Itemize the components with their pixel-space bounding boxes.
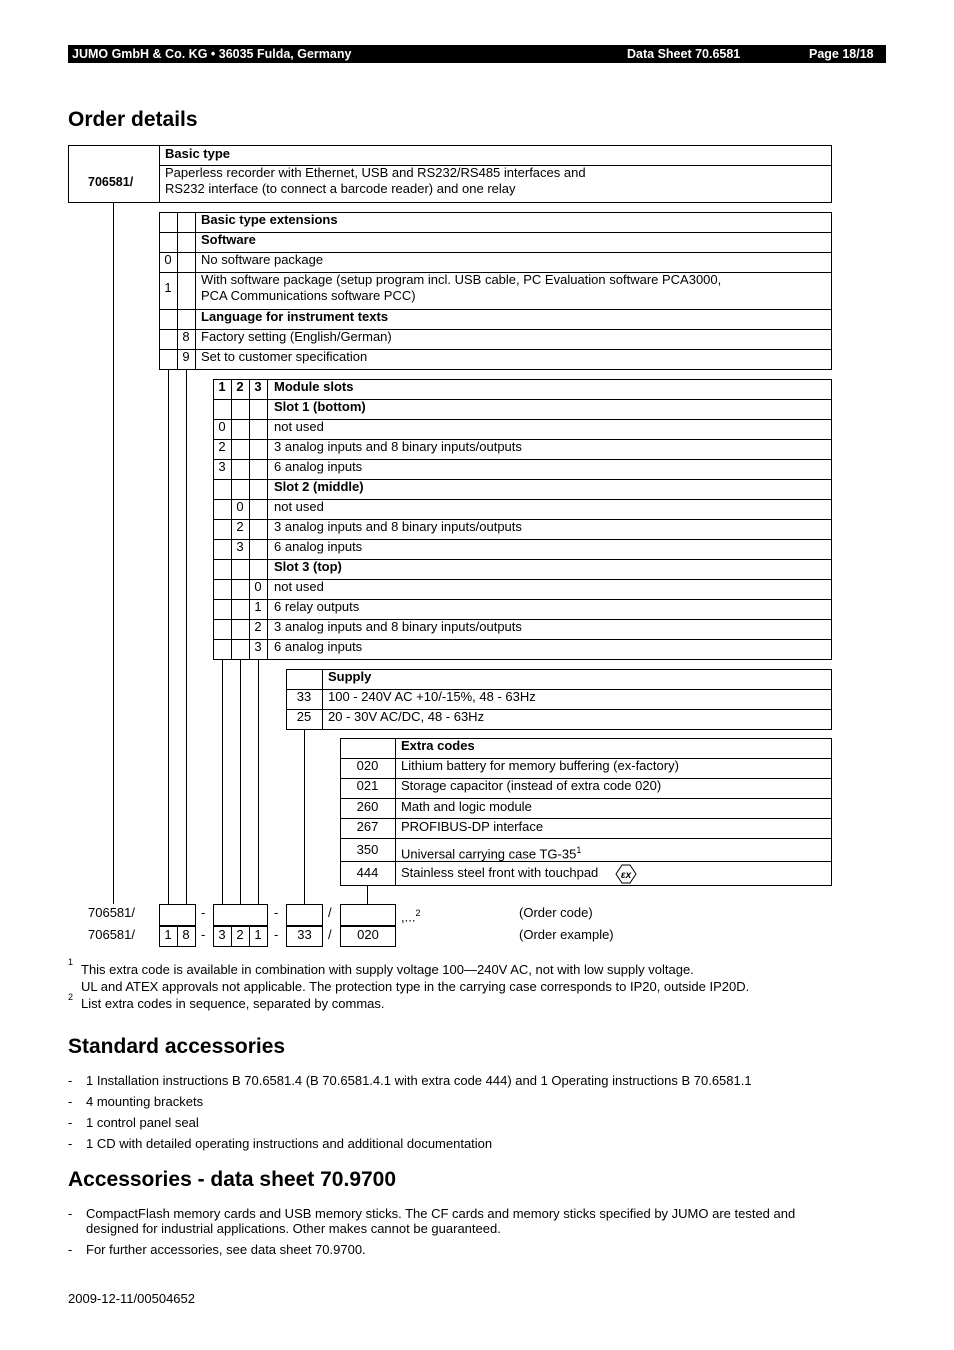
slot3-text-0: not used: [274, 579, 324, 594]
order-code-dash-1: -: [201, 905, 206, 920]
order-example-c: 33: [297, 927, 312, 942]
extra-code-260: 260: [356, 799, 379, 814]
order-code-ellipsis-sup: 2: [415, 908, 421, 918]
basic-type-desc-1: Paperless recorder with Ethernet, USB and RS232/RS485 interfaces and: [165, 165, 586, 180]
accessory-text-line-1: For further accessories, see data sheet 70.9700.: [86, 1242, 366, 1257]
extra-text-020: Lithium battery for memory buffering (ex-factory): [401, 758, 679, 773]
software-text-1b: PCA Communications software PCC): [201, 288, 416, 303]
slot1-text-0: not used: [274, 419, 324, 434]
software-code-1: 1: [164, 280, 172, 295]
order-code-dash-2: -: [274, 905, 279, 920]
slot3-label: Slot 3 (top): [274, 559, 342, 574]
supply-code-33: 33: [296, 689, 312, 704]
order-example-b3: 1: [254, 927, 262, 942]
slot2-code-3: 3: [236, 539, 244, 554]
basic-type-desc-2: RS232 interface (to connect a barcode reader) and one relay: [165, 181, 516, 196]
software-text-0: No software package: [201, 252, 324, 267]
supply-text-33: 100 - 240V AC +10/-15%, 48 - 63Hz: [328, 689, 536, 704]
accessory-text-line-2: designed for industrial applications. Other makes cannot be guaranteed.: [86, 1221, 501, 1236]
module-col-2: 2: [236, 379, 244, 394]
slot2-code-0: 0: [236, 499, 244, 514]
slot2-label: Slot 2 (middle): [274, 479, 364, 494]
order-code-box-modules: [213, 904, 268, 926]
standard-accessory-text: 4 mounting brackets: [86, 1094, 204, 1109]
module-col-1: 1: [218, 379, 226, 394]
order-example-prefix: 706581/: [88, 927, 135, 942]
order-example-d: 020: [357, 927, 379, 942]
extra-text-444: Stainless steel front with touchpad: [401, 865, 599, 880]
language-label: Language for instrument texts: [201, 309, 389, 324]
order-code-label: (Order code): [519, 905, 593, 920]
slot1-text-2: 3 analog inputs and 8 binary inputs/outputs: [274, 439, 522, 454]
standard-accessories-title: Standard accessories: [68, 1035, 286, 1058]
order-code-slash: /: [328, 905, 332, 920]
order-code-box-extra: [340, 904, 396, 926]
extra-code-267: 267: [356, 819, 379, 834]
extra-text-260: Math and logic module: [401, 799, 532, 814]
slot3-code-0: 0: [254, 579, 262, 594]
bullet-dash: -: [68, 1206, 73, 1221]
slot3-text-3: 6 analog inputs: [274, 639, 363, 654]
standard-accessory-text: 1 control panel seal: [86, 1115, 199, 1130]
slot2-code-2: 2: [236, 519, 244, 534]
extra-code-444: 444: [356, 865, 379, 880]
software-code-0: 0: [164, 252, 172, 267]
slot1-code-2: 2: [218, 439, 226, 454]
standard-accessory-text: 1 Installation instructions B 70.6581.4 (B 70.6581.4.1 with extra code 444) and 1 Operating instructions B 70.6581.1: [86, 1073, 752, 1088]
supply-code-25: 25: [296, 709, 312, 724]
order-example-b2: 2: [236, 927, 244, 942]
extra-code-350: 350: [356, 842, 379, 857]
bullet-dash: -: [68, 1073, 73, 1088]
ex-icon: [615, 864, 637, 884]
extra-codes-label: Extra codes: [401, 738, 475, 753]
order-code-box-supply: [286, 904, 323, 926]
slot1-label: Slot 1 (bottom): [274, 399, 366, 414]
order-example-a1: 1: [164, 927, 172, 942]
bullet-dash: -: [68, 1094, 73, 1109]
slot1-code-0: 0: [218, 419, 226, 434]
header-company: JUMO GmbH & Co. KG • 36035 Fulda, Germany: [72, 47, 352, 61]
supply-text-25: 20 - 30V AC/DC, 48 - 63Hz: [328, 709, 485, 724]
footnote-1-line-2: UL and ATEX approvals not applicable. The protection type in the carrying case corresponds to IP20, outside IP20D.: [81, 979, 750, 994]
basic-type-code: 706581/: [88, 175, 134, 189]
page-header: [68, 45, 886, 63]
footnote-2-line-1: List extra codes in sequence, separated by commas.: [81, 996, 385, 1011]
order-example-a2: 8: [182, 927, 190, 942]
language-text-9: Set to customer specification: [201, 349, 368, 364]
extra-text-350-main: Universal carrying case TG-35: [401, 846, 577, 862]
bullet-dash: -: [68, 1115, 73, 1130]
bullet-dash: -: [68, 1242, 73, 1257]
slot2-text-2: 3 analog inputs and 8 binary inputs/outputs: [274, 519, 522, 534]
order-example-b1: 3: [218, 927, 226, 942]
slot1-text-3: 6 analog inputs: [274, 459, 363, 474]
slot3-text-2: 3 analog inputs and 8 binary inputs/outputs: [274, 619, 522, 634]
software-label: Software: [201, 232, 256, 247]
order-code-ellipsis-text: ,...: [401, 909, 416, 925]
supply-label: Supply: [328, 669, 372, 684]
header-page: Page 18/18: [809, 47, 874, 61]
slot3-code-3: 3: [254, 639, 262, 654]
slot2-text-3: 6 analog inputs: [274, 539, 363, 554]
header-datasheet: Data Sheet 70.6581: [627, 47, 741, 61]
slot3-code-1: 1: [254, 599, 262, 614]
slot3-code-2: 2: [254, 619, 262, 634]
language-code-9: 9: [182, 349, 190, 364]
order-details-title: Order details: [68, 108, 198, 131]
footer-date-code: 2009-12-11/00504652: [68, 1291, 195, 1306]
language-code-8: 8: [182, 329, 190, 344]
extra-text-350-sup: 1: [576, 845, 582, 855]
slot2-text-0: not used: [274, 499, 324, 514]
order-code-ellipsis: [401, 905, 420, 925]
footnote-1-mark: 1: [68, 957, 74, 967]
footnote-1-line-1: This extra code is available in combination with supply voltage 100—240V AC, not with low supply voltage.: [81, 962, 694, 977]
order-example-label: (Order example): [519, 927, 614, 942]
accessory-text-line-1: CompactFlash memory cards and USB memory sticks. The CF cards and memory sticks specified by JUMO are tested and: [86, 1206, 796, 1221]
software-text-1a: With software package (setup program incl. USB cable, PC Evaluation software PCA3000,: [201, 272, 722, 287]
extra-code-021: 021: [356, 778, 379, 793]
slot1-code-3: 3: [218, 459, 226, 474]
extra-code-020: 020: [356, 758, 379, 773]
basic-type-label: Basic type: [165, 146, 231, 161]
order-code-prefix: 706581/: [88, 905, 135, 920]
accessories-title: Accessories - data sheet 70.9700: [68, 1168, 397, 1191]
bullet-dash: -: [68, 1136, 73, 1151]
extensions-label: Basic type extensions: [201, 212, 338, 227]
module-col-3: 3: [254, 379, 262, 394]
standard-accessory-text: 1 CD with detailed operating instructions and additional documentation: [86, 1136, 493, 1151]
extra-text-267: PROFIBUS-DP interface: [401, 819, 544, 834]
extra-text-350: [401, 842, 581, 862]
slot3-text-1: 6 relay outputs: [274, 599, 360, 614]
language-text-8: Factory setting (English/German): [201, 329, 392, 344]
order-example-dash-1: -: [201, 927, 206, 942]
module-slots-label: Module slots: [274, 379, 354, 394]
order-example-slash: /: [328, 927, 332, 942]
extra-text-021: Storage capacitor (instead of extra code 020): [401, 778, 662, 793]
order-example-dash-2: -: [274, 927, 279, 942]
footnote-2-mark: 2: [68, 992, 74, 1002]
order-code-box-basic: [159, 904, 196, 926]
svg-text:εx: εx: [620, 870, 632, 881]
